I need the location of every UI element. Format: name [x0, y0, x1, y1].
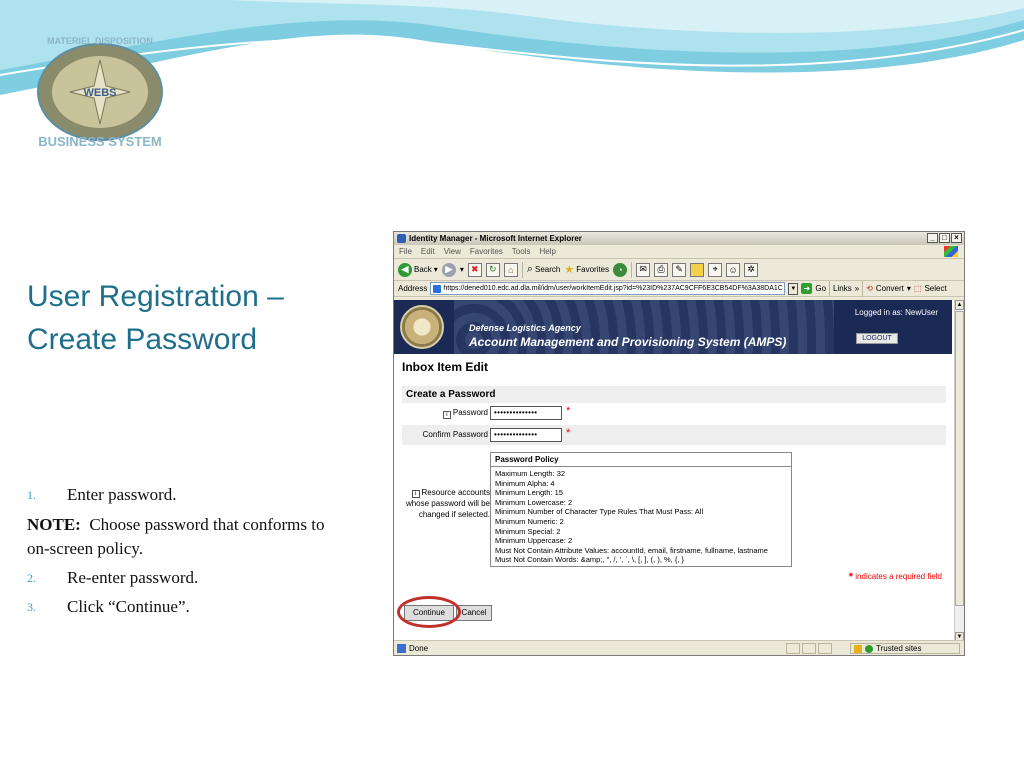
home-icon[interactable]: ⌂ [504, 263, 518, 277]
page-viewport [394, 300, 956, 642]
svg-text:BUSINESS SYSTEM: BUSINESS SYSTEM [38, 134, 162, 149]
svg-text:WEBS: WEBS [83, 87, 117, 99]
step-3 [27, 596, 347, 618]
policy-title: Password Policy [491, 453, 791, 467]
star-icon: ★ [564, 264, 575, 276]
cancel-button[interactable]: Cancel [456, 605, 492, 621]
links-button[interactable]: Links [833, 284, 852, 293]
address-input[interactable]: https://dened010.edc.ad.dla.mil/idm/user/workItemEdit.jsp?id=%23ID%237AC9CFF6E3CB54DF%3A38DA1C [430, 282, 785, 295]
slide-title: User Registration – Create Password [27, 280, 284, 356]
policy-line: Minimum Special: 2 [495, 526, 561, 536]
step-text: Enter password. [67, 485, 177, 504]
window-title: Identity Manager - Microsoft Internet Explorer [409, 234, 582, 243]
toolbar-separator [829, 281, 830, 297]
browser-window [393, 231, 965, 656]
folder-icon[interactable] [690, 263, 704, 277]
zone-text: Trusted sites [876, 644, 922, 653]
dla-emblem-icon [400, 305, 444, 349]
instruction-steps [27, 484, 347, 625]
chevron-down-icon[interactable]: ▾ [459, 265, 464, 274]
print-icon[interactable]: ⎙ [654, 263, 668, 277]
convert-button[interactable]: Convert [875, 284, 904, 293]
status-cell [786, 643, 800, 654]
status-bar [394, 640, 964, 655]
business-system-seal [18, 30, 183, 150]
policy-line: Must Not Contain Words: &amp;, ", /, ', `, \, [, ], (, ), %, {, } [495, 555, 685, 565]
policy-line: Must Not Contain Attribute Values: accountId, email, firstname, fullname, lastname [495, 545, 768, 555]
address-bar [394, 281, 964, 297]
scroll-down-icon[interactable]: ▼ [956, 634, 963, 640]
window-titlebar [394, 232, 964, 245]
toolbar-separator [631, 262, 632, 278]
step-2 [27, 567, 347, 589]
password-label-wrap [443, 408, 488, 419]
resource-note-text: Resource accounts whose password will be changed if selected. [405, 488, 490, 519]
standard-toolbar [394, 259, 964, 281]
policy-list [491, 467, 791, 567]
status-text: Done [409, 643, 429, 653]
required-asterisk: * [848, 571, 854, 583]
search-icon: ⌕ [526, 263, 533, 275]
links-chevron-icon[interactable]: » [854, 284, 860, 293]
scroll-up-icon[interactable]: ▲ [956, 302, 963, 308]
required-legend-text: indicates a required field [855, 572, 942, 581]
search-label: Search [535, 265, 561, 274]
forward-arrow-icon[interactable]: ▶ [442, 263, 456, 277]
step-number: 1. [27, 488, 36, 502]
step-1 [27, 484, 347, 506]
plugin-icon[interactable]: ✲ [744, 263, 758, 277]
menu-tools[interactable]: Tools [511, 247, 531, 256]
info-icon[interactable]: i [412, 490, 420, 498]
maximize-icon[interactable]: □ [939, 233, 950, 243]
search-button[interactable] [527, 263, 561, 276]
status-cell [802, 643, 816, 654]
policy-line: Minimum Uppercase: 2 [495, 536, 573, 546]
refresh-icon[interactable]: ↻ [486, 263, 500, 277]
page-title: Inbox Item Edit [402, 360, 489, 374]
password-note [27, 513, 347, 561]
policy-line: Minimum Lowercase: 2 [495, 497, 573, 507]
confirm-password-input[interactable]: •••••••••••••• [490, 428, 562, 442]
menu-bar [394, 245, 964, 259]
section-header: Create a Password [402, 386, 946, 403]
window-controls [927, 233, 962, 243]
info-icon[interactable]: i [443, 411, 451, 419]
step-number: 3. [27, 600, 36, 614]
required-asterisk: * [566, 405, 571, 417]
continue-button[interactable]: Continue [404, 605, 454, 621]
status-cell [818, 643, 832, 654]
policy-line: Minimum Length: 15 [495, 488, 563, 498]
policy-line: Minimum Alpha: 4 [495, 478, 555, 488]
stop-icon[interactable]: ✖ [468, 263, 482, 277]
logged-in-user: Logged in as: NewUser [854, 308, 938, 317]
menu-edit[interactable]: Edit [420, 247, 435, 256]
password-row [402, 403, 946, 423]
menu-file[interactable]: File [399, 247, 412, 256]
trusted-check-icon [865, 645, 873, 653]
security-zone [850, 643, 960, 654]
menu-favorites[interactable]: Favorites [469, 247, 503, 256]
required-legend [849, 571, 942, 583]
chevron-down-icon: ▾ [433, 265, 438, 274]
close-icon[interactable]: × [951, 233, 962, 243]
step-text: Click “Continue”. [67, 597, 190, 616]
go-button[interactable]: Go [815, 284, 827, 293]
favorites-label: Favorites [576, 265, 610, 274]
policy-line: Maximum Length: 32 [495, 469, 566, 478]
password-label: Password [452, 408, 488, 417]
required-asterisk: * [566, 427, 571, 439]
back-button[interactable] [398, 263, 438, 277]
system-name: Account Management and Provisioning System (AMPS) [469, 335, 787, 349]
confirm-password-row [402, 425, 946, 445]
select-button[interactable]: Select [924, 284, 947, 293]
messenger-icon[interactable]: ☺ [726, 263, 740, 277]
edit-icon[interactable]: ✎ [672, 263, 686, 277]
policy-line: Minimum Numeric: 2 [495, 516, 564, 526]
agency-name: Defense Logistics Agency [469, 323, 581, 333]
lock-icon [854, 645, 862, 653]
mail-icon[interactable]: ✉ [636, 263, 650, 277]
menu-help[interactable]: Help [539, 247, 556, 256]
minimize-icon[interactable]: _ [927, 233, 938, 243]
status-cells [786, 643, 832, 654]
ie-page-icon [397, 234, 406, 243]
toolbar-separator [522, 262, 523, 278]
password-input[interactable]: •••••••••••••• [490, 406, 562, 420]
password-policy-box [490, 452, 792, 567]
chevron-down-icon[interactable]: ▾ [906, 284, 911, 293]
step-number: 2. [27, 571, 36, 585]
toolbar-separator [862, 281, 863, 297]
note-text: Choose password that conforms to on-screen policy. [27, 515, 325, 558]
go-arrow-icon[interactable]: ➜ [801, 283, 812, 294]
resource-accounts-note [402, 487, 490, 520]
favorites-button[interactable] [564, 263, 609, 276]
note-label: NOTE: [27, 515, 81, 534]
continue-highlight-circle [397, 596, 461, 628]
amps-banner [394, 300, 952, 354]
convert-pdf-icon[interactable]: ⟲ [866, 284, 873, 293]
vertical-scrollbar[interactable] [954, 300, 964, 642]
svg-text:MATERIEL DISPOSITION: MATERIEL DISPOSITION [47, 36, 153, 46]
back-arrow-icon: ◀ [398, 263, 412, 277]
select-pdf-icon[interactable]: ⬚ [913, 284, 922, 293]
confirm-password-label: Confirm Password [422, 430, 488, 439]
back-label: Back [414, 265, 432, 274]
logout-button[interactable]: LOGOUT [856, 333, 898, 344]
page-done-icon [397, 644, 406, 653]
windows-flag-icon [944, 246, 958, 257]
address-label: Address [398, 284, 428, 293]
history-icon[interactable]: ◔ [613, 263, 627, 277]
research-icon[interactable]: ⌖ [708, 263, 722, 277]
policy-line: Minimum Number of Character Type Rules That Must Pass: All [495, 507, 704, 517]
address-dropdown-icon[interactable]: ▼ [788, 283, 798, 295]
menu-view[interactable]: View [443, 247, 461, 256]
scroll-thumb[interactable] [955, 311, 964, 606]
step-text: Re-enter password. [67, 568, 199, 587]
